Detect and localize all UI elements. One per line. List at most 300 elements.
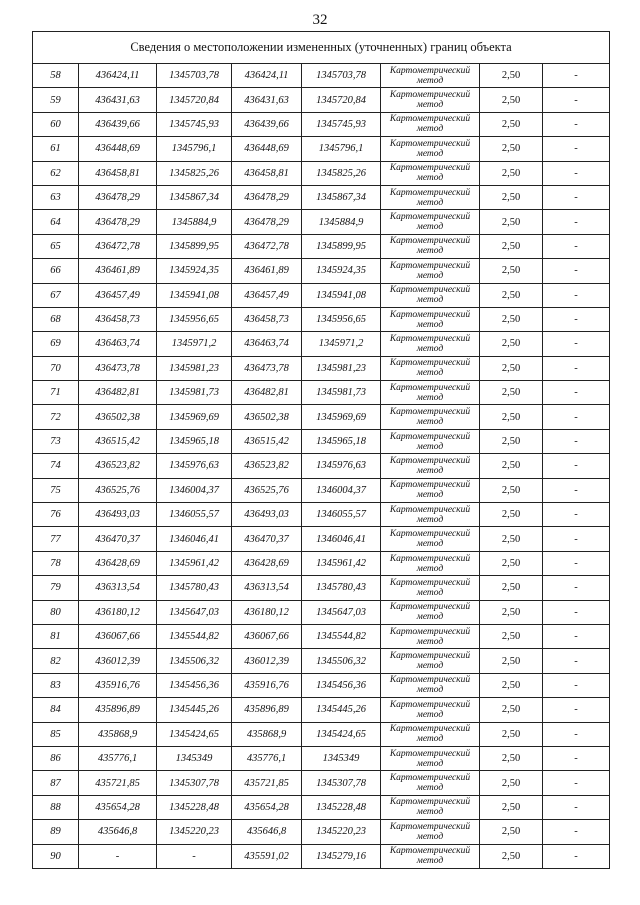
refined-x-cell: 435776,1	[232, 746, 302, 770]
existing-x-cell: 436458,73	[79, 307, 157, 331]
table-row	[33, 746, 610, 770]
existing-x-cell: 436478,29	[79, 185, 157, 209]
note-cell: -	[543, 478, 610, 502]
point-number-cell: 63	[33, 185, 79, 209]
table-row	[33, 527, 610, 551]
point-number-cell: 72	[33, 405, 79, 429]
table-row	[33, 137, 610, 161]
table-row	[33, 454, 610, 478]
note-cell: -	[543, 527, 610, 551]
note-cell: -	[543, 161, 610, 185]
table-row	[33, 259, 610, 283]
method-cell: Картометрический метод	[381, 405, 480, 429]
point-number-cell: 68	[33, 307, 79, 331]
accuracy-cell: 2,50	[480, 185, 543, 209]
refined-x-cell: 436458,81	[232, 161, 302, 185]
accuracy-cell: 2,50	[480, 771, 543, 795]
accuracy-cell: 2,50	[480, 332, 543, 356]
method-cell: Картометрический метод	[381, 454, 480, 478]
refined-x-cell: 436515,42	[232, 429, 302, 453]
note-cell: -	[543, 234, 610, 258]
refined-y-cell: 1345228,48	[302, 795, 381, 819]
refined-y-cell: 1345220,23	[302, 820, 381, 844]
existing-x-cell: 436180,12	[79, 600, 157, 624]
accuracy-cell: 2,50	[480, 503, 543, 527]
existing-y-cell: 1345544,82	[157, 624, 232, 648]
refined-x-cell: 436458,73	[232, 307, 302, 331]
table-row	[33, 210, 610, 234]
refined-x-cell: 436478,29	[232, 210, 302, 234]
note-cell: -	[543, 88, 610, 112]
table-row	[33, 161, 610, 185]
method-cell: Картометрический метод	[381, 795, 480, 819]
existing-x-cell: 436431,63	[79, 88, 157, 112]
refined-x-cell: 436482,81	[232, 381, 302, 405]
method-cell: Картометрический метод	[381, 698, 480, 722]
accuracy-cell: 2,50	[480, 527, 543, 551]
note-cell: -	[543, 307, 610, 331]
method-cell: Картометрический метод	[381, 259, 480, 283]
table-row	[33, 64, 610, 88]
table-row	[33, 795, 610, 819]
note-cell: -	[543, 137, 610, 161]
refined-x-cell: 436428,69	[232, 551, 302, 575]
existing-x-cell: 436458,81	[79, 161, 157, 185]
existing-y-cell: 1345424,65	[157, 722, 232, 746]
point-number-cell: 66	[33, 259, 79, 283]
method-cell: Картометрический метод	[381, 429, 480, 453]
method-cell: Картометрический метод	[381, 746, 480, 770]
refined-y-cell: 1345544,82	[302, 624, 381, 648]
refined-y-cell: 1345941,08	[302, 283, 381, 307]
accuracy-cell: 2,50	[480, 234, 543, 258]
point-number-cell: 83	[33, 673, 79, 697]
note-cell: -	[543, 795, 610, 819]
method-cell: Картометрический метод	[381, 210, 480, 234]
accuracy-cell: 2,50	[480, 112, 543, 136]
refined-y-cell: 1345867,34	[302, 185, 381, 209]
existing-x-cell: 436473,78	[79, 356, 157, 380]
refined-x-cell: 435646,8	[232, 820, 302, 844]
existing-x-cell: 436457,49	[79, 283, 157, 307]
method-cell: Картометрический метод	[381, 234, 480, 258]
table-row	[33, 429, 610, 453]
refined-x-cell: 436523,82	[232, 454, 302, 478]
method-cell: Картометрический метод	[381, 478, 480, 502]
accuracy-cell: 2,50	[480, 381, 543, 405]
table-row	[33, 381, 610, 405]
existing-y-cell: 1345780,43	[157, 576, 232, 600]
accuracy-cell: 2,50	[480, 454, 543, 478]
existing-x-cell: 436523,82	[79, 454, 157, 478]
existing-y-cell: 1345647,03	[157, 600, 232, 624]
refined-y-cell: 1345971,2	[302, 332, 381, 356]
table-row	[33, 405, 610, 429]
note-cell: -	[543, 429, 610, 453]
note-cell: -	[543, 820, 610, 844]
method-cell: Картометрический метод	[381, 649, 480, 673]
method-cell: Картометрический метод	[381, 673, 480, 697]
table-row	[33, 551, 610, 575]
existing-y-cell: 1345456,36	[157, 673, 232, 697]
existing-x-cell: 435721,85	[79, 771, 157, 795]
method-cell: Картометрический метод	[381, 161, 480, 185]
existing-x-cell: 435868,9	[79, 722, 157, 746]
note-cell: -	[543, 503, 610, 527]
method-cell: Картометрический метод	[381, 600, 480, 624]
note-cell: -	[543, 600, 610, 624]
refined-x-cell: 436067,66	[232, 624, 302, 648]
method-cell: Картометрический метод	[381, 527, 480, 551]
existing-y-cell: 1345971,2	[157, 332, 232, 356]
existing-x-cell: 436463,74	[79, 332, 157, 356]
accuracy-cell: 2,50	[480, 698, 543, 722]
note-cell: -	[543, 356, 610, 380]
point-number-cell: 82	[33, 649, 79, 673]
point-number-cell: 88	[33, 795, 79, 819]
note-cell: -	[543, 405, 610, 429]
point-number-cell: 64	[33, 210, 79, 234]
table-title-row	[33, 32, 610, 64]
table-row	[33, 307, 610, 331]
existing-x-cell: 436482,81	[79, 381, 157, 405]
refined-x-cell: 436473,78	[232, 356, 302, 380]
refined-x-cell: 436470,37	[232, 527, 302, 551]
refined-x-cell: 436012,39	[232, 649, 302, 673]
refined-y-cell: 1345720,84	[302, 88, 381, 112]
method-cell: Картометрический метод	[381, 332, 480, 356]
accuracy-cell: 2,50	[480, 551, 543, 575]
table-row	[33, 576, 610, 600]
note-cell: -	[543, 722, 610, 746]
method-cell: Картометрический метод	[381, 820, 480, 844]
accuracy-cell: 2,50	[480, 844, 543, 868]
note-cell: -	[543, 673, 610, 697]
refined-x-cell: 436431,63	[232, 88, 302, 112]
existing-x-cell: 436313,54	[79, 576, 157, 600]
existing-y-cell: 1345307,78	[157, 771, 232, 795]
accuracy-cell: 2,50	[480, 600, 543, 624]
method-cell: Картометрический метод	[381, 844, 480, 868]
point-number-cell: 60	[33, 112, 79, 136]
existing-x-cell: 436461,89	[79, 259, 157, 283]
point-number-cell: 85	[33, 722, 79, 746]
refined-y-cell: 1345899,95	[302, 234, 381, 258]
point-number-cell: 62	[33, 161, 79, 185]
accuracy-cell: 2,50	[480, 161, 543, 185]
note-cell: -	[543, 649, 610, 673]
refined-y-cell: 1345279,16	[302, 844, 381, 868]
point-number-cell: 89	[33, 820, 79, 844]
refined-y-cell: 1345969,69	[302, 405, 381, 429]
method-cell: Картометрический метод	[381, 722, 480, 746]
refined-x-cell: 435654,28	[232, 795, 302, 819]
table-row	[33, 234, 610, 258]
accuracy-cell: 2,50	[480, 137, 543, 161]
table-row	[33, 624, 610, 648]
point-number-cell: 67	[33, 283, 79, 307]
method-cell: Картометрический метод	[381, 771, 480, 795]
refined-y-cell: 1345307,78	[302, 771, 381, 795]
accuracy-cell: 2,50	[480, 210, 543, 234]
note-cell: -	[543, 283, 610, 307]
point-number-cell: 65	[33, 234, 79, 258]
existing-y-cell: 1345965,18	[157, 429, 232, 453]
refined-y-cell: 1345703,78	[302, 64, 381, 88]
accuracy-cell: 2,50	[480, 576, 543, 600]
refined-y-cell: 1345924,35	[302, 259, 381, 283]
existing-y-cell: 1345745,93	[157, 112, 232, 136]
method-cell: Картометрический метод	[381, 576, 480, 600]
existing-y-cell: 1345703,78	[157, 64, 232, 88]
refined-x-cell: 435721,85	[232, 771, 302, 795]
note-cell: -	[543, 576, 610, 600]
accuracy-cell: 2,50	[480, 405, 543, 429]
refined-y-cell: 1345981,23	[302, 356, 381, 380]
existing-y-cell: 1345941,08	[157, 283, 232, 307]
existing-x-cell: 436515,42	[79, 429, 157, 453]
note-cell: -	[543, 64, 610, 88]
table-row	[33, 332, 610, 356]
accuracy-cell: 2,50	[480, 64, 543, 88]
accuracy-cell: 2,50	[480, 88, 543, 112]
refined-y-cell: 1345981,73	[302, 381, 381, 405]
table-row	[33, 112, 610, 136]
refined-y-cell: 1345961,42	[302, 551, 381, 575]
existing-x-cell: -	[79, 844, 157, 868]
table-row	[33, 844, 610, 868]
existing-y-cell: 1345349	[157, 746, 232, 770]
table-row	[33, 600, 610, 624]
existing-x-cell: 435776,1	[79, 746, 157, 770]
existing-x-cell: 436472,78	[79, 234, 157, 258]
refined-y-cell: 1345796,1	[302, 137, 381, 161]
existing-y-cell: 1345506,32	[157, 649, 232, 673]
table-row	[33, 698, 610, 722]
method-cell: Картометрический метод	[381, 185, 480, 209]
point-number-cell: 59	[33, 88, 79, 112]
point-number-cell: 86	[33, 746, 79, 770]
existing-y-cell: 1345981,23	[157, 356, 232, 380]
point-number-cell: 71	[33, 381, 79, 405]
note-cell: -	[543, 624, 610, 648]
table-row	[33, 478, 610, 502]
point-number-cell: 81	[33, 624, 79, 648]
refined-y-cell: 1346004,37	[302, 478, 381, 502]
point-number-cell: 58	[33, 64, 79, 88]
refined-y-cell: 1346055,57	[302, 503, 381, 527]
method-cell: Картометрический метод	[381, 64, 480, 88]
existing-y-cell: 1345796,1	[157, 137, 232, 161]
point-number-cell: 75	[33, 478, 79, 502]
boundary-coordinates-table	[32, 31, 610, 869]
existing-y-cell: 1345969,69	[157, 405, 232, 429]
existing-y-cell: -	[157, 844, 232, 868]
note-cell: -	[543, 454, 610, 478]
existing-y-cell: 1345884,9	[157, 210, 232, 234]
table-row	[33, 649, 610, 673]
point-number-cell: 77	[33, 527, 79, 551]
existing-x-cell: 436439,66	[79, 112, 157, 136]
method-cell: Картометрический метод	[381, 624, 480, 648]
accuracy-cell: 2,50	[480, 478, 543, 502]
refined-y-cell: 1345976,63	[302, 454, 381, 478]
note-cell: -	[543, 112, 610, 136]
point-number-cell: 79	[33, 576, 79, 600]
existing-x-cell: 435896,89	[79, 698, 157, 722]
point-number-cell: 80	[33, 600, 79, 624]
refined-y-cell: 1345424,65	[302, 722, 381, 746]
accuracy-cell: 2,50	[480, 356, 543, 380]
refined-x-cell: 436463,74	[232, 332, 302, 356]
point-number-cell: 74	[33, 454, 79, 478]
existing-x-cell: 436428,69	[79, 551, 157, 575]
refined-x-cell: 435868,9	[232, 722, 302, 746]
existing-y-cell: 1345981,73	[157, 381, 232, 405]
existing-x-cell: 436448,69	[79, 137, 157, 161]
existing-x-cell: 436067,66	[79, 624, 157, 648]
accuracy-cell: 2,50	[480, 649, 543, 673]
note-cell: -	[543, 746, 610, 770]
existing-x-cell: 436478,29	[79, 210, 157, 234]
point-number-cell: 61	[33, 137, 79, 161]
refined-x-cell: 436424,11	[232, 64, 302, 88]
table-row	[33, 283, 610, 307]
existing-x-cell: 435654,28	[79, 795, 157, 819]
refined-y-cell: 1345956,65	[302, 307, 381, 331]
existing-y-cell: 1346046,41	[157, 527, 232, 551]
refined-x-cell: 436313,54	[232, 576, 302, 600]
method-cell: Картометрический метод	[381, 356, 480, 380]
accuracy-cell: 2,50	[480, 673, 543, 697]
method-cell: Картометрический метод	[381, 551, 480, 575]
existing-x-cell: 436493,03	[79, 503, 157, 527]
existing-y-cell: 1345976,63	[157, 454, 232, 478]
note-cell: -	[543, 844, 610, 868]
method-cell: Картометрический метод	[381, 137, 480, 161]
refined-y-cell: 1345884,9	[302, 210, 381, 234]
note-cell: -	[543, 771, 610, 795]
refined-y-cell: 1345647,03	[302, 600, 381, 624]
refined-y-cell: 1345745,93	[302, 112, 381, 136]
refined-x-cell: 436461,89	[232, 259, 302, 283]
refined-x-cell: 435896,89	[232, 698, 302, 722]
table-row	[33, 88, 610, 112]
accuracy-cell: 2,50	[480, 283, 543, 307]
existing-x-cell: 436470,37	[79, 527, 157, 551]
existing-x-cell: 436424,11	[79, 64, 157, 88]
accuracy-cell: 2,50	[480, 307, 543, 331]
note-cell: -	[543, 381, 610, 405]
refined-x-cell: 436439,66	[232, 112, 302, 136]
existing-x-cell: 436525,76	[79, 478, 157, 502]
accuracy-cell: 2,50	[480, 746, 543, 770]
refined-x-cell: 436448,69	[232, 137, 302, 161]
refined-x-cell: 435916,76	[232, 673, 302, 697]
table-row	[33, 356, 610, 380]
existing-y-cell: 1346055,57	[157, 503, 232, 527]
refined-x-cell: 436525,76	[232, 478, 302, 502]
note-cell: -	[543, 210, 610, 234]
method-cell: Картометрический метод	[381, 381, 480, 405]
method-cell: Картометрический метод	[381, 88, 480, 112]
accuracy-cell: 2,50	[480, 722, 543, 746]
note-cell: -	[543, 259, 610, 283]
method-cell: Картометрический метод	[381, 503, 480, 527]
existing-y-cell: 1345956,65	[157, 307, 232, 331]
point-number-cell: 73	[33, 429, 79, 453]
existing-x-cell: 436502,38	[79, 405, 157, 429]
refined-y-cell: 1345456,36	[302, 673, 381, 697]
table-row	[33, 722, 610, 746]
refined-x-cell: 435591,02	[232, 844, 302, 868]
accuracy-cell: 2,50	[480, 429, 543, 453]
point-number-cell: 90	[33, 844, 79, 868]
refined-y-cell: 1346046,41	[302, 527, 381, 551]
note-cell: -	[543, 185, 610, 209]
refined-y-cell: 1345780,43	[302, 576, 381, 600]
accuracy-cell: 2,50	[480, 624, 543, 648]
method-cell: Картометрический метод	[381, 283, 480, 307]
existing-y-cell: 1345899,95	[157, 234, 232, 258]
accuracy-cell: 2,50	[480, 259, 543, 283]
point-number-cell: 70	[33, 356, 79, 380]
refined-x-cell: 436478,29	[232, 185, 302, 209]
accuracy-cell: 2,50	[480, 795, 543, 819]
refined-y-cell: 1345445,26	[302, 698, 381, 722]
existing-y-cell: 1345720,84	[157, 88, 232, 112]
existing-x-cell: 436012,39	[79, 649, 157, 673]
table-row	[33, 673, 610, 697]
refined-x-cell: 436493,03	[232, 503, 302, 527]
refined-y-cell: 1345349	[302, 746, 381, 770]
refined-x-cell: 436457,49	[232, 283, 302, 307]
refined-y-cell: 1345825,26	[302, 161, 381, 185]
existing-x-cell: 435916,76	[79, 673, 157, 697]
existing-y-cell: 1345228,48	[157, 795, 232, 819]
point-number-cell: 76	[33, 503, 79, 527]
table-row	[33, 503, 610, 527]
existing-y-cell: 1345220,23	[157, 820, 232, 844]
existing-y-cell: 1345445,26	[157, 698, 232, 722]
point-number-cell: 87	[33, 771, 79, 795]
existing-y-cell: 1345825,26	[157, 161, 232, 185]
page-number: 32	[312, 12, 328, 28]
refined-x-cell: 436502,38	[232, 405, 302, 429]
table-row	[33, 820, 610, 844]
table-row	[33, 771, 610, 795]
method-cell: Картометрический метод	[381, 112, 480, 136]
method-cell: Картометрический метод	[381, 307, 480, 331]
refined-x-cell: 436180,12	[232, 600, 302, 624]
existing-y-cell: 1345867,34	[157, 185, 232, 209]
note-cell: -	[543, 551, 610, 575]
point-number-cell: 84	[33, 698, 79, 722]
existing-y-cell: 1346004,37	[157, 478, 232, 502]
existing-y-cell: 1345924,35	[157, 259, 232, 283]
note-cell: -	[543, 698, 610, 722]
existing-x-cell: 435646,8	[79, 820, 157, 844]
table-row	[33, 185, 610, 209]
point-number-cell: 78	[33, 551, 79, 575]
refined-x-cell: 436472,78	[232, 234, 302, 258]
refined-y-cell: 1345965,18	[302, 429, 381, 453]
accuracy-cell: 2,50	[480, 820, 543, 844]
refined-y-cell: 1345506,32	[302, 649, 381, 673]
existing-y-cell: 1345961,42	[157, 551, 232, 575]
table-title: Сведения о местоположении измененных (уточненных) границ объекта	[33, 32, 610, 64]
point-number-cell: 69	[33, 332, 79, 356]
